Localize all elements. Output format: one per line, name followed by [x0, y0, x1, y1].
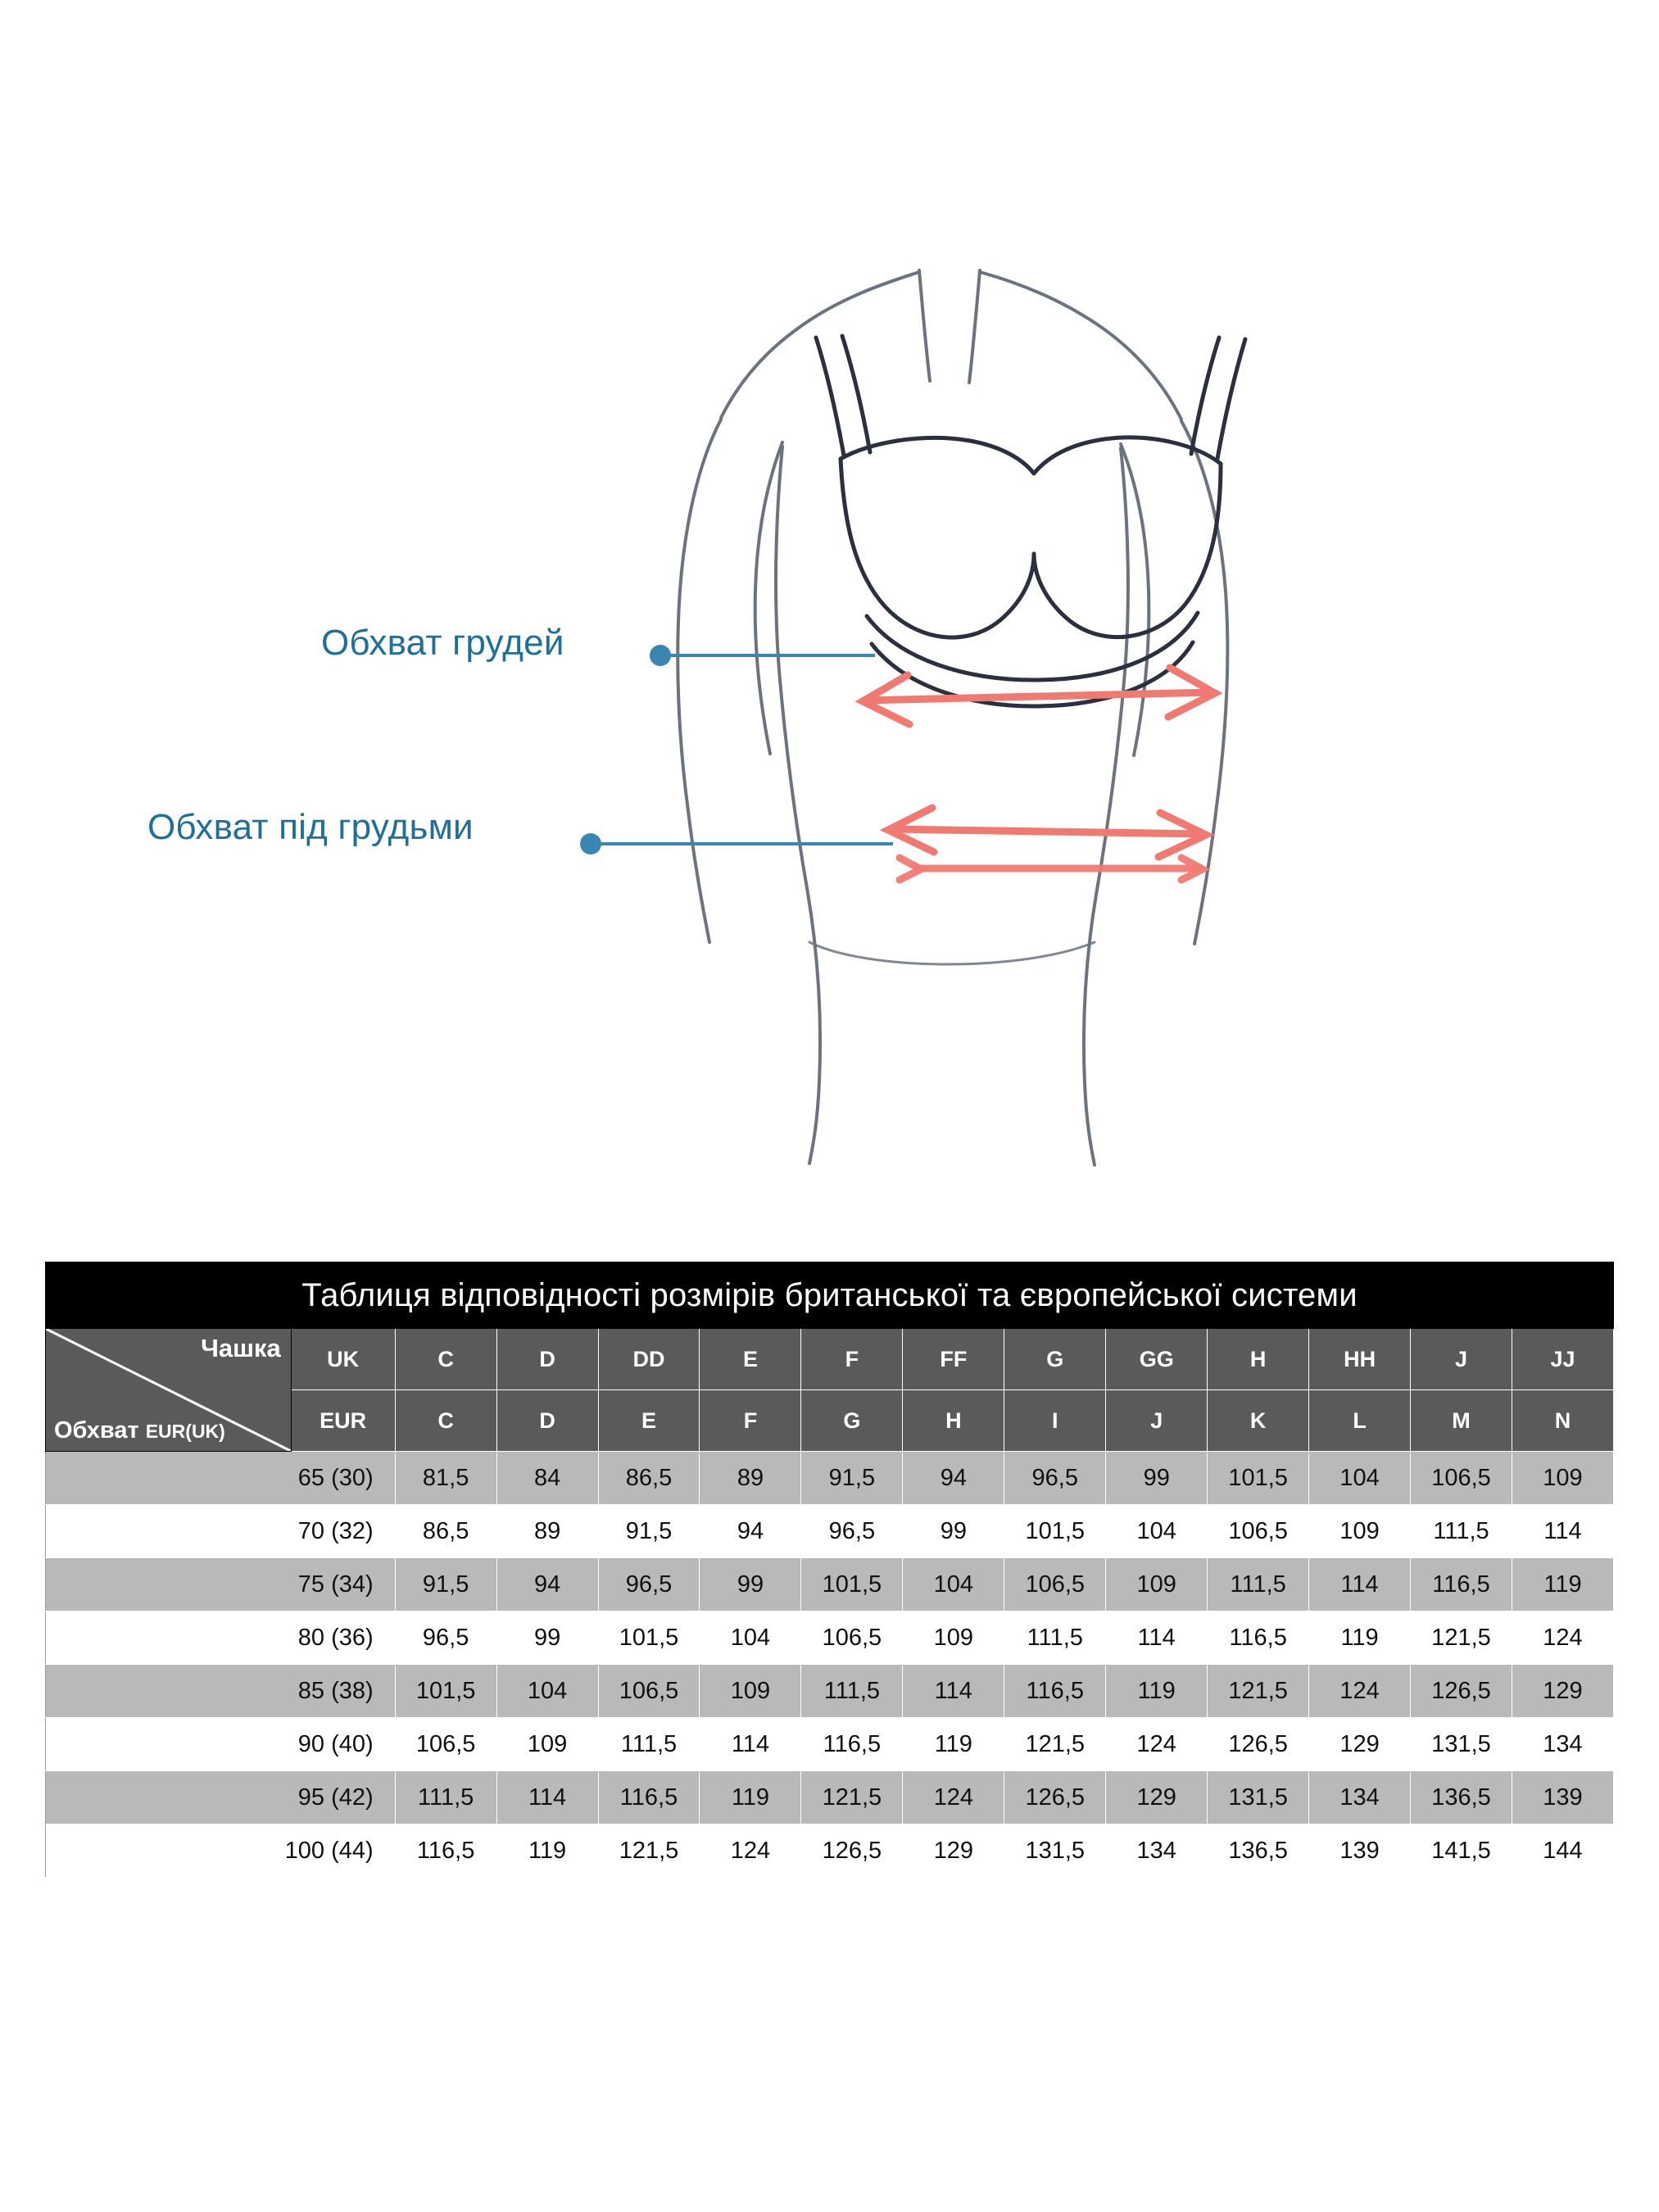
- size-value-cell: 104: [700, 1611, 801, 1665]
- cup-header-uk-11: JJ: [1512, 1329, 1613, 1390]
- table-row: [46, 1611, 1614, 1665]
- size-value-cell: 99: [1106, 1452, 1208, 1505]
- size-value-cell: 116,5: [801, 1718, 903, 1771]
- size-value-cell: 124: [1512, 1611, 1613, 1665]
- leader-dot-icon: [650, 645, 671, 666]
- table-row: [46, 1665, 1614, 1718]
- size-value-cell: 114: [496, 1771, 598, 1824]
- size-value-cell: 111,5: [1004, 1611, 1106, 1665]
- size-value-cell: 116,5: [1004, 1665, 1106, 1718]
- size-value-cell: 129: [1512, 1665, 1613, 1718]
- corner-cup-label: Чашка: [201, 1334, 281, 1362]
- size-value-cell: 104: [496, 1665, 598, 1718]
- size-value-cell: 134: [1309, 1771, 1411, 1824]
- cup-header-eur-2: E: [598, 1390, 700, 1452]
- size-value-cell: 131,5: [1208, 1771, 1309, 1824]
- size-value-cell: 136,5: [1411, 1771, 1512, 1824]
- size-value-cell: 109: [1106, 1558, 1208, 1611]
- cup-header-eur-6: I: [1004, 1390, 1106, 1452]
- cup-header-uk-7: GG: [1106, 1329, 1208, 1390]
- cup-header-eur-8: K: [1208, 1390, 1309, 1452]
- size-value-cell: 111,5: [1208, 1558, 1309, 1611]
- size-value-cell: 114: [1106, 1611, 1208, 1665]
- leader-dot-icon: [580, 833, 601, 854]
- size-value-cell: 121,5: [1208, 1665, 1309, 1718]
- table-row: [46, 1558, 1614, 1611]
- size-chart-container: [45, 1262, 1614, 1878]
- size-value-cell: 89: [496, 1505, 598, 1558]
- table-corner-cell: [46, 1329, 292, 1452]
- size-value-cell: 114: [903, 1665, 1004, 1718]
- size-value-cell: 116,5: [1411, 1558, 1512, 1611]
- size-value-cell: 96,5: [801, 1505, 903, 1558]
- cup-header-eur-7: J: [1106, 1390, 1208, 1452]
- size-value-cell: 106,5: [1004, 1558, 1106, 1611]
- size-value-cell: 86,5: [395, 1505, 496, 1558]
- size-value-cell: 109: [903, 1611, 1004, 1665]
- size-value-cell: 81,5: [395, 1452, 496, 1505]
- size-value-cell: 131,5: [1411, 1718, 1512, 1771]
- cup-header-eur-5: H: [903, 1390, 1004, 1452]
- cup-header-uk-9: HH: [1309, 1329, 1411, 1390]
- size-value-cell: 111,5: [1411, 1505, 1512, 1558]
- cup-header-eur-1: D: [496, 1390, 598, 1452]
- cup-header-uk-10: J: [1411, 1329, 1512, 1390]
- size-value-cell: 121,5: [1411, 1611, 1512, 1665]
- size-value-cell: 129: [1106, 1771, 1208, 1824]
- cup-header-eur-4: G: [801, 1390, 903, 1452]
- band-size-label: 75 (34): [46, 1558, 396, 1611]
- size-value-cell: 116,5: [1208, 1611, 1309, 1665]
- band-size-label: 80 (36): [46, 1611, 396, 1665]
- size-value-cell: 119: [700, 1771, 801, 1824]
- size-value-cell: 84: [496, 1452, 598, 1505]
- bra-outline-icon: [816, 336, 1245, 706]
- system-label-uk: UK: [291, 1329, 395, 1390]
- underbust-measure-arrow-icon: [888, 808, 1206, 880]
- female-torso-figure-icon: [678, 270, 1227, 1165]
- size-value-cell: 126,5: [801, 1824, 903, 1878]
- size-value-cell: 109: [1512, 1452, 1613, 1505]
- size-value-cell: 136,5: [1208, 1824, 1309, 1878]
- size-value-cell: 111,5: [598, 1718, 700, 1771]
- size-value-cell: 131,5: [1004, 1824, 1106, 1878]
- size-value-cell: 139: [1512, 1771, 1613, 1824]
- size-value-cell: 96,5: [395, 1611, 496, 1665]
- cup-header-eur-3: F: [700, 1390, 801, 1452]
- size-value-cell: 99: [496, 1611, 598, 1665]
- size-value-cell: 104: [903, 1558, 1004, 1611]
- size-value-cell: 144: [1512, 1824, 1613, 1878]
- size-value-cell: 86,5: [598, 1452, 700, 1505]
- size-value-cell: 129: [903, 1824, 1004, 1878]
- size-value-cell: 141,5: [1411, 1824, 1512, 1878]
- corner-bust-label: Обхват EUR(UK): [54, 1417, 225, 1444]
- size-value-cell: 116,5: [395, 1824, 496, 1878]
- size-value-cell: 121,5: [1004, 1718, 1106, 1771]
- band-size-label: 100 (44): [46, 1824, 396, 1878]
- size-value-cell: 109: [1309, 1505, 1411, 1558]
- table-row: [46, 1771, 1614, 1824]
- cup-header-uk-5: FF: [903, 1329, 1004, 1390]
- size-value-cell: 91,5: [801, 1452, 903, 1505]
- size-value-cell: 111,5: [395, 1771, 496, 1824]
- size-value-cell: 101,5: [801, 1558, 903, 1611]
- size-value-cell: 99: [903, 1505, 1004, 1558]
- size-value-cell: 124: [700, 1824, 801, 1878]
- size-value-cell: 114: [1512, 1505, 1613, 1558]
- cup-header-uk-6: G: [1004, 1329, 1106, 1390]
- size-value-cell: 121,5: [801, 1771, 903, 1824]
- size-value-cell: 96,5: [1004, 1452, 1106, 1505]
- size-value-cell: 104: [1309, 1452, 1411, 1505]
- size-value-cell: 119: [1309, 1611, 1411, 1665]
- size-value-cell: 104: [1106, 1505, 1208, 1558]
- size-value-cell: 109: [700, 1665, 801, 1718]
- cup-header-eur-10: M: [1411, 1390, 1512, 1452]
- size-value-cell: 126,5: [1004, 1771, 1106, 1824]
- size-value-cell: 119: [496, 1824, 598, 1878]
- size-value-cell: 139: [1309, 1824, 1411, 1878]
- cup-header-eur-9: L: [1309, 1390, 1411, 1452]
- table-row: [46, 1505, 1614, 1558]
- size-value-cell: 106,5: [395, 1718, 496, 1771]
- table-row: [46, 1452, 1614, 1505]
- size-value-cell: 94: [700, 1505, 801, 1558]
- size-value-cell: 99: [700, 1558, 801, 1611]
- size-value-cell: 119: [903, 1718, 1004, 1771]
- cup-header-eur-0: C: [395, 1390, 496, 1452]
- size-value-cell: 124: [903, 1771, 1004, 1824]
- table-title-row: [46, 1262, 1614, 1329]
- underbust-callout-label: Обхват під грудьми: [147, 807, 474, 847]
- cup-header-uk-3: E: [700, 1329, 801, 1390]
- table-title: Таблиця відповідності розмірів британської та європейської системи: [46, 1262, 1614, 1329]
- cup-header-uk-4: F: [801, 1329, 903, 1390]
- cup-header-eur-11: N: [1512, 1390, 1613, 1452]
- size-value-cell: 124: [1106, 1718, 1208, 1771]
- size-value-cell: 94: [903, 1452, 1004, 1505]
- size-value-cell: 116,5: [598, 1771, 700, 1824]
- size-value-cell: 91,5: [395, 1558, 496, 1611]
- size-value-cell: 134: [1106, 1824, 1208, 1878]
- cup-header-uk-8: H: [1208, 1329, 1309, 1390]
- size-value-cell: 126,5: [1411, 1665, 1512, 1718]
- size-value-cell: 134: [1512, 1718, 1613, 1771]
- size-value-cell: 114: [700, 1718, 801, 1771]
- bust-callout-label: Обхват грудей: [321, 623, 564, 663]
- system-label-eur: EUR: [291, 1390, 395, 1452]
- size-value-cell: 119: [1106, 1665, 1208, 1718]
- size-value-cell: 111,5: [801, 1665, 903, 1718]
- size-value-cell: 109: [496, 1718, 598, 1771]
- size-value-cell: 106,5: [1411, 1452, 1512, 1505]
- size-value-cell: 121,5: [598, 1824, 700, 1878]
- size-value-cell: 106,5: [801, 1611, 903, 1665]
- cup-header-uk-2: DD: [598, 1329, 700, 1390]
- size-value-cell: 96,5: [598, 1558, 700, 1611]
- size-value-cell: 101,5: [598, 1611, 700, 1665]
- size-value-cell: 129: [1309, 1718, 1411, 1771]
- band-size-label: 95 (42): [46, 1771, 396, 1824]
- size-value-cell: 101,5: [395, 1665, 496, 1718]
- size-value-cell: 94: [496, 1558, 598, 1611]
- size-value-cell: 106,5: [1208, 1505, 1309, 1558]
- size-value-cell: 124: [1309, 1665, 1411, 1718]
- band-size-label: 65 (30): [46, 1452, 396, 1505]
- cup-header-uk-0: C: [395, 1329, 496, 1390]
- band-size-label: 70 (32): [46, 1505, 396, 1558]
- table-header-row-uk: [46, 1329, 1614, 1390]
- size-value-cell: 119: [1512, 1558, 1613, 1611]
- table-row: [46, 1824, 1614, 1878]
- size-chart-table: [45, 1262, 1614, 1878]
- size-value-cell: 101,5: [1004, 1505, 1106, 1558]
- size-value-cell: 91,5: [598, 1505, 700, 1558]
- size-value-cell: 114: [1309, 1558, 1411, 1611]
- size-value-cell: 101,5: [1208, 1452, 1309, 1505]
- size-value-cell: 126,5: [1208, 1718, 1309, 1771]
- table-row: [46, 1718, 1614, 1771]
- band-size-label: 85 (38): [46, 1665, 396, 1718]
- size-value-cell: 106,5: [598, 1665, 700, 1718]
- cup-header-uk-1: D: [496, 1329, 598, 1390]
- band-size-label: 90 (40): [46, 1718, 396, 1771]
- size-value-cell: 89: [700, 1452, 801, 1505]
